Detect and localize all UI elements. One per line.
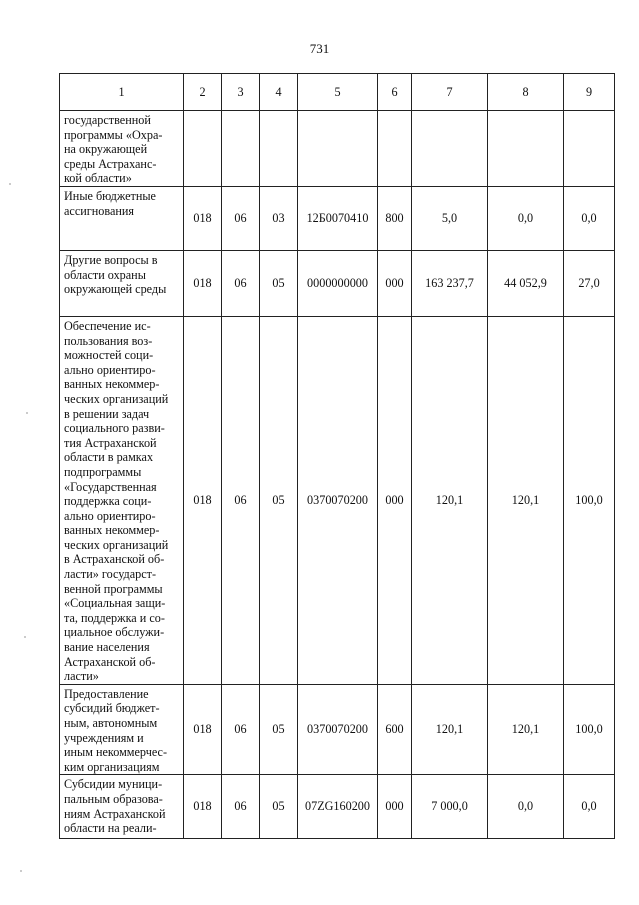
- table-row: [60, 111, 615, 187]
- percent-cell: 0,0: [564, 186, 615, 250]
- header-row: [60, 74, 615, 111]
- column-header-1: 1: [60, 74, 184, 111]
- row-name-line: подпрограммы: [64, 464, 142, 479]
- row-name-line: окружающей среды: [64, 282, 167, 297]
- row-name-line: программы «Охра-: [64, 127, 163, 142]
- section-cell: 06: [222, 186, 260, 250]
- budget-table: [59, 73, 615, 839]
- row-name-line: области на реали-: [64, 821, 157, 836]
- row-name-line: ким организациям: [64, 759, 160, 774]
- row-name-line: на окружающей: [64, 142, 148, 157]
- expense-type-cell: 600: [378, 684, 412, 775]
- column-header-2: 2: [184, 74, 222, 111]
- row-name-line: пользования воз-: [64, 333, 153, 348]
- row-name-line: ниям Астраханской: [64, 806, 166, 821]
- table-body: [60, 111, 615, 839]
- column-header-9: 9: [564, 74, 615, 111]
- subsection-cell: 05: [260, 775, 298, 839]
- row-name-line: вание населения: [64, 640, 150, 655]
- row-name-line: венной программы: [64, 581, 163, 596]
- row-name-line: Предоставление: [64, 686, 149, 701]
- table-row: [60, 250, 615, 316]
- row-name-cell: [60, 316, 184, 684]
- subsection-cell: 03: [260, 186, 298, 250]
- table-row: [60, 684, 615, 775]
- row-name-cell: [60, 186, 184, 250]
- ministry-code-cell: 018: [184, 775, 222, 839]
- percent-cell: [564, 111, 615, 187]
- ministry-code-cell: [184, 111, 222, 187]
- table-row: [60, 775, 615, 839]
- scan-speck: [24, 636, 26, 638]
- row-name-line: области охраны: [64, 267, 146, 282]
- row-name-line: Субсидии муници-: [64, 777, 163, 792]
- percent-cell: 100,0: [564, 316, 615, 684]
- row-name-line: можностей соци-: [64, 348, 154, 363]
- row-name-cell: [60, 684, 184, 775]
- column-header-3: 3: [222, 74, 260, 111]
- scan-speck: [20, 870, 22, 872]
- row-name-line: кой области»: [64, 171, 132, 186]
- row-name-line: «Государственная: [64, 479, 157, 494]
- row-name-line: ласти» государст-: [64, 567, 157, 582]
- amount-planned-cell: 5,0: [412, 186, 488, 250]
- row-name-line: ласти»: [64, 669, 99, 684]
- row-name-line: ванных некоммер-: [64, 377, 160, 392]
- scan-speck: [26, 412, 28, 414]
- target-article-cell: 12Б0070410: [298, 186, 378, 250]
- amount-executed-cell: 44 052,9: [488, 250, 564, 316]
- section-cell: 06: [222, 316, 260, 684]
- row-name-line: ным, автономным: [64, 716, 158, 730]
- row-name-line: Другие вопросы в: [64, 252, 158, 267]
- section-cell: 06: [222, 775, 260, 839]
- row-name-line: области в рамках: [64, 450, 154, 465]
- row-name-line: ческих организаций: [64, 537, 169, 552]
- page-number: 731: [309, 41, 330, 56]
- expense-type-cell: 000: [378, 250, 412, 316]
- row-name-line: среды Астраханс-: [64, 156, 157, 171]
- column-header-5: 5: [298, 74, 378, 111]
- subsection-cell: 05: [260, 250, 298, 316]
- row-name-line: та, поддержка и со-: [64, 610, 165, 625]
- amount-executed-cell: 0,0: [488, 186, 564, 250]
- target-article-cell: 0000000000: [298, 250, 378, 316]
- ministry-code-cell: 018: [184, 316, 222, 684]
- expense-type-cell: 000: [378, 316, 412, 684]
- row-name-line: тия Астраханской: [64, 435, 157, 450]
- amount-planned-cell: 120,1: [412, 316, 488, 684]
- subsection-cell: 05: [260, 316, 298, 684]
- row-name-line: учреждениям и: [64, 730, 144, 745]
- column-header-7: 7: [412, 74, 488, 111]
- percent-cell: 0,0: [564, 775, 615, 839]
- scan-speck: [9, 183, 11, 185]
- row-name-line: в решении задач: [64, 406, 150, 421]
- row-name-line: Иные бюджетные: [64, 188, 156, 203]
- row-name-cell: [60, 250, 184, 316]
- amount-planned-cell: 163 237,7: [412, 250, 488, 316]
- subsection-cell: [260, 111, 298, 187]
- row-name-line: Обеспечение ис-: [64, 318, 151, 333]
- amount-planned-cell: [412, 111, 488, 187]
- row-name-line: в Астраханской об-: [64, 552, 165, 567]
- section-cell: 06: [222, 684, 260, 775]
- row-name-line: иным некоммерчес-: [64, 745, 168, 760]
- amount-executed-cell: 120,1: [488, 316, 564, 684]
- amount-executed-cell: 0,0: [488, 775, 564, 839]
- row-name-line: ально ориентиро-: [64, 362, 156, 377]
- row-name-line: субсидий бюджет-: [64, 701, 160, 716]
- target-article-cell: 0370070200: [298, 316, 378, 684]
- row-name-line: «Социальная защи-: [64, 596, 166, 611]
- row-name-line: пальным образова-: [64, 791, 163, 806]
- column-header-4: 4: [260, 74, 298, 111]
- row-name-line: социального разви-: [64, 421, 165, 436]
- expense-type-cell: 000: [378, 775, 412, 839]
- row-name-line: циальное обслужи-: [64, 625, 165, 640]
- row-name-line: поддержка соци-: [64, 494, 152, 509]
- amount-planned-cell: 7 000,0: [412, 775, 488, 839]
- ministry-code-cell: 018: [184, 684, 222, 775]
- ministry-code-cell: 018: [184, 186, 222, 250]
- expense-type-cell: [378, 111, 412, 187]
- percent-cell: 27,0: [564, 250, 615, 316]
- row-name-cell: [60, 775, 184, 839]
- target-article-cell: [298, 111, 378, 187]
- row-name-line: ально ориентиро-: [64, 508, 156, 523]
- section-cell: [222, 111, 260, 187]
- percent-cell: 100,0: [564, 684, 615, 775]
- section-cell: 06: [222, 250, 260, 316]
- amount-executed-cell: 120,1: [488, 684, 564, 775]
- column-header-8: 8: [488, 74, 564, 111]
- ministry-code-cell: 018: [184, 250, 222, 316]
- row-name-line: государственной: [64, 113, 151, 127]
- amount-executed-cell: [488, 111, 564, 187]
- expense-type-cell: 800: [378, 186, 412, 250]
- target-article-cell: 07ZG160200: [298, 775, 378, 839]
- table-row: [60, 316, 615, 684]
- amount-planned-cell: 120,1: [412, 684, 488, 775]
- target-article-cell: 0370070200: [298, 684, 378, 775]
- subsection-cell: 05: [260, 684, 298, 775]
- table-row: [60, 186, 615, 250]
- row-name-line: ассигнования: [64, 203, 135, 218]
- row-name-line: Астраханской об-: [64, 654, 156, 669]
- row-name-cell: [60, 111, 184, 187]
- row-name-line: ческих организаций: [64, 391, 169, 406]
- column-header-6: 6: [378, 74, 412, 111]
- row-name-line: ванных некоммер-: [64, 523, 160, 538]
